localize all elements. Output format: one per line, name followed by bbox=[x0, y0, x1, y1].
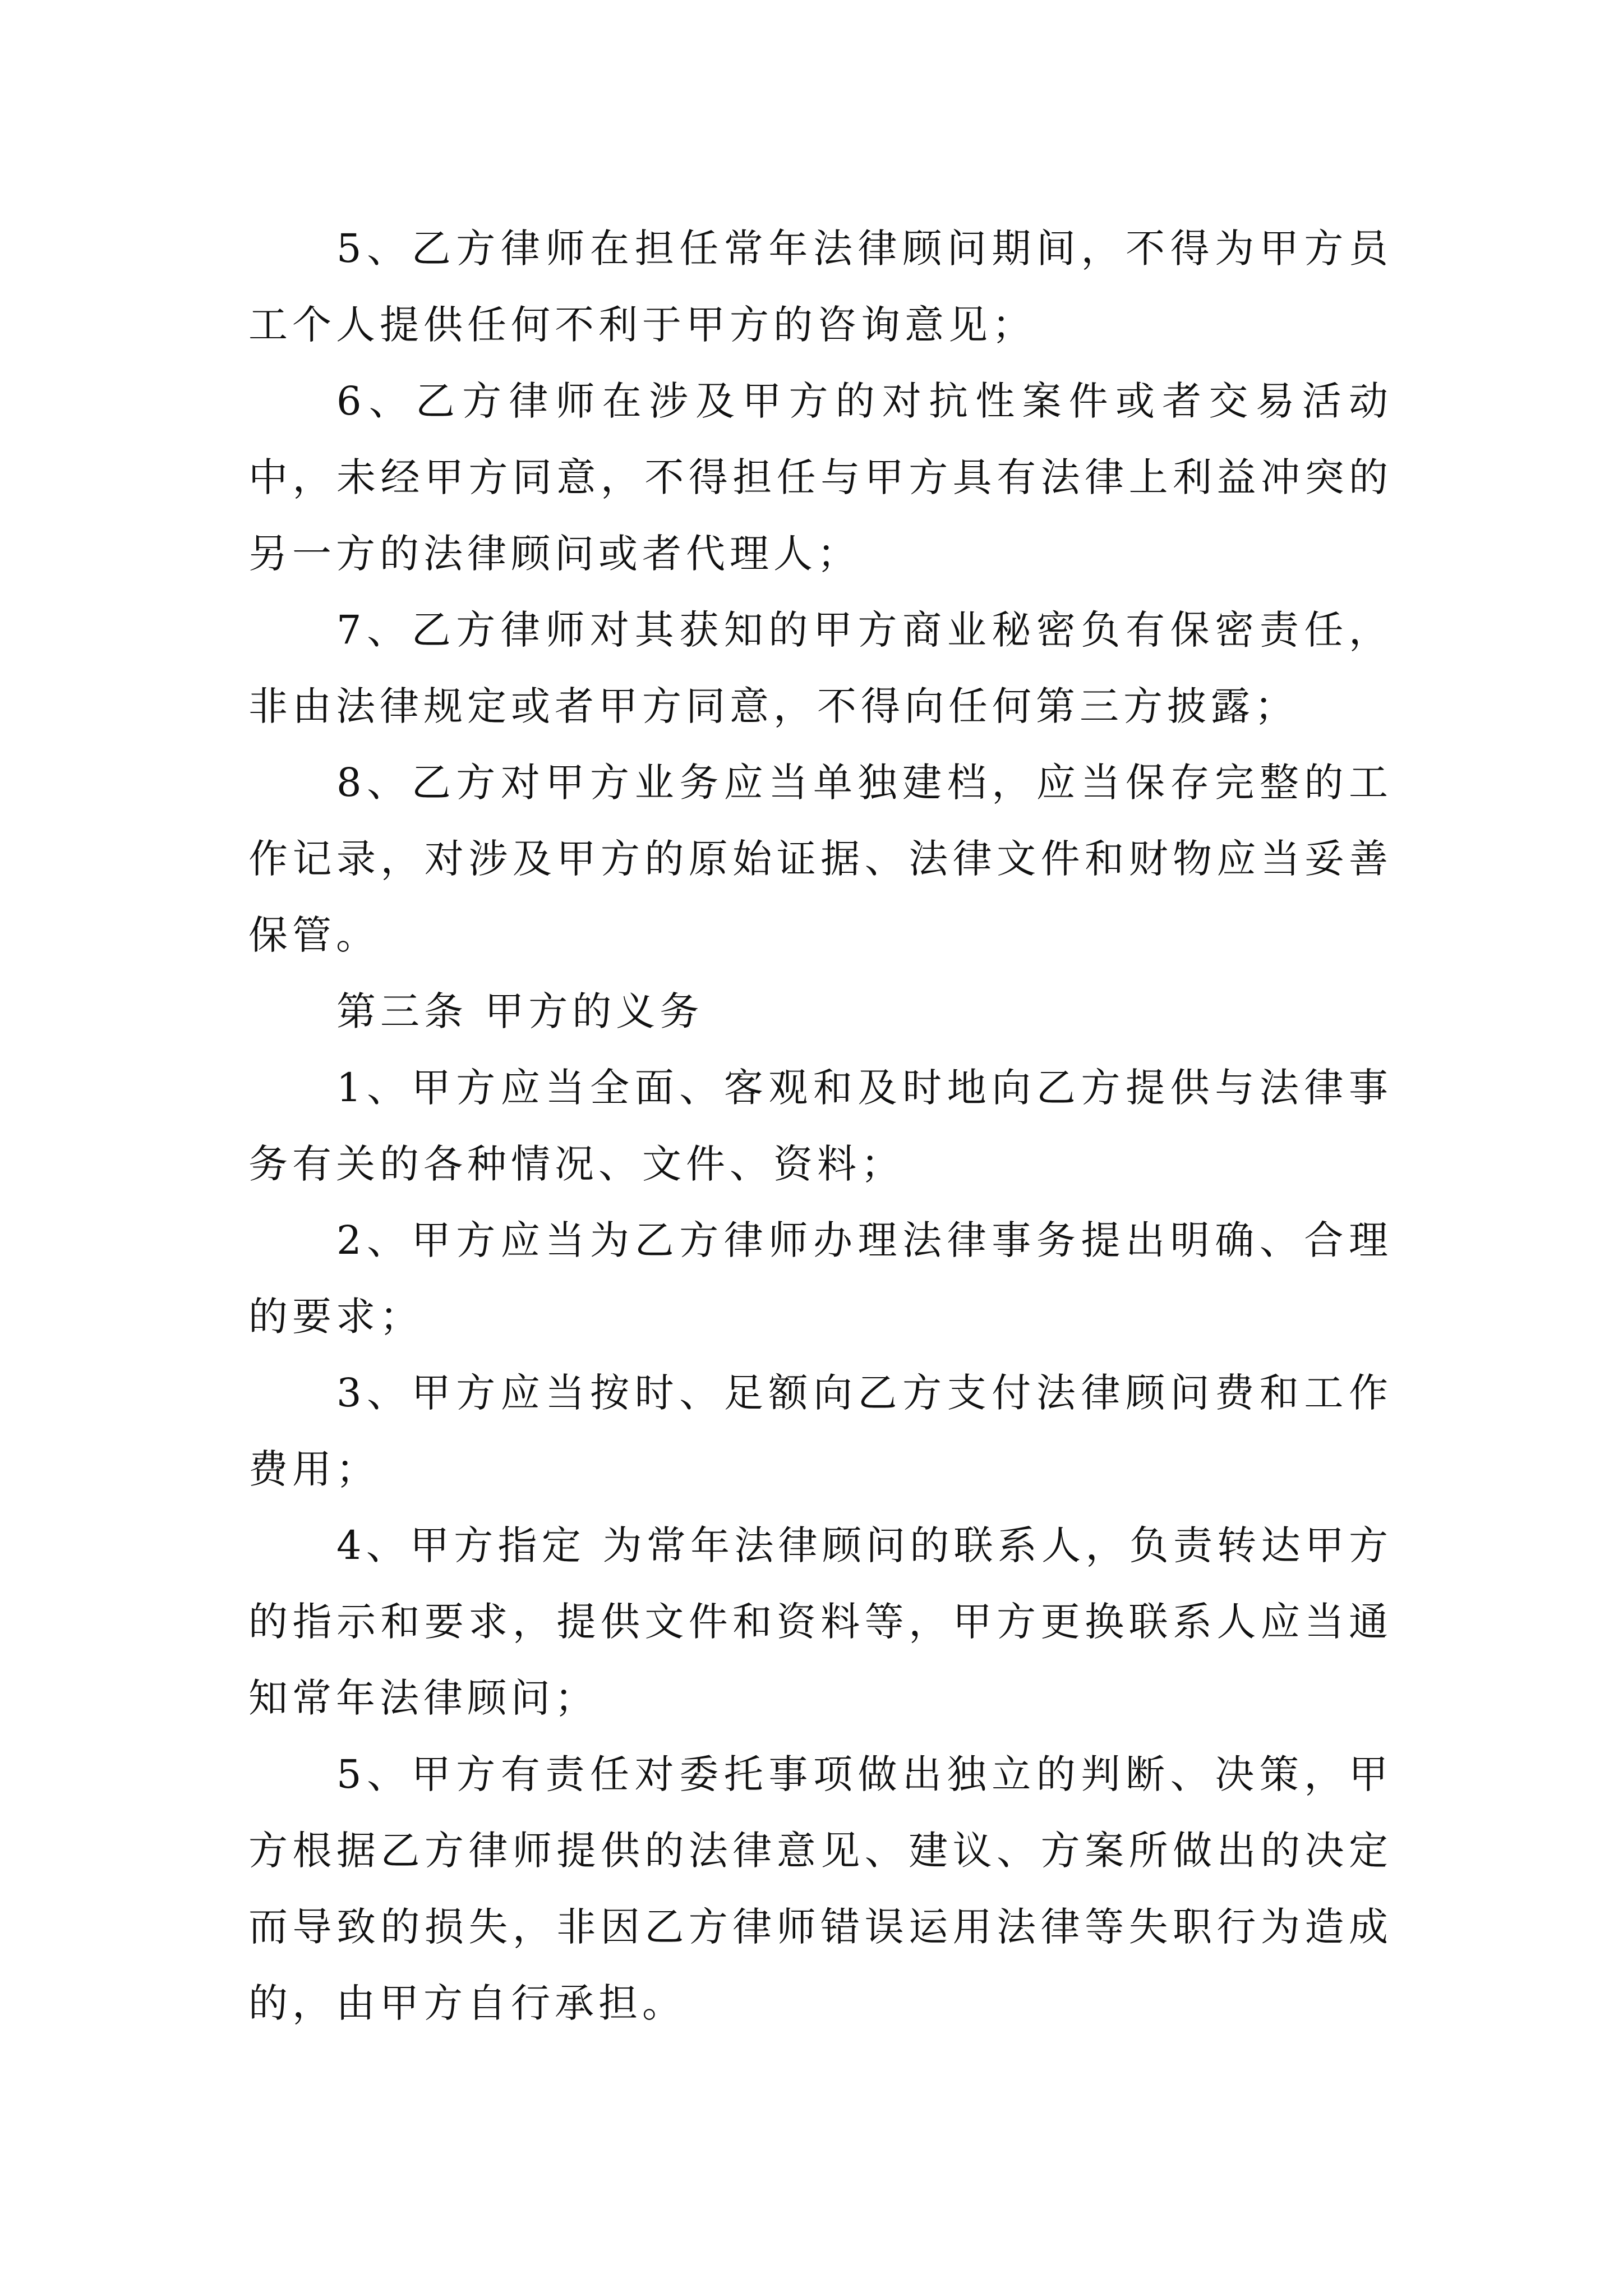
obligation-paragraph: 4、甲方指定 为常年法律顾问的联系人，负责转达甲方的指示和要求，提供文件和资料等，甲方更换联系人应当通知常年法律顾问； bbox=[248, 1522, 1393, 1721]
clause-paragraph: 5、乙方律师在担任常年法律顾问期间，不得为甲方员工个人提供任何不利于甲方的咨询意见； bbox=[248, 226, 1393, 348]
clause-paragraph: 7、乙方律师对其获知的甲方商业秘密负有保密责任，非由法律规定或者甲方同意，不得向任何第三方披露； bbox=[248, 607, 1393, 729]
obligation-paragraph: 2、甲方应当为乙方律师办理法律事务提出明确、合理的要求； bbox=[248, 1217, 1393, 1340]
section-heading: 第三条 甲方的义务 bbox=[336, 988, 704, 1034]
obligation-paragraph: 1、甲方应当全面、客观和及时地向乙方提供与法律事务有关的各种情况、文件、资料； bbox=[248, 1065, 1393, 1187]
document-body bbox=[248, 210, 1393, 2041]
obligation-paragraph: 5、甲方有责任对委托事项做出独立的判断、决策，甲方根据乙方律师提供的法律意见、建议、方案所做出的决定而导致的损失，非因乙方律师错误运用法律等失职行为造成的，由甲方自行承担。 bbox=[248, 1751, 1393, 2026]
clause-paragraph: 6、乙方律师在涉及甲方的对抗性案件或者交易活动中，未经甲方同意，不得担任与甲方具有法律上利益冲突的另一方的法律顾问或者代理人； bbox=[248, 378, 1393, 577]
clause-paragraph: 8、乙方对甲方业务应当单独建档，应当保存完整的工作记录，对涉及甲方的原始证据、法律文件和财物应当妥善保管。 bbox=[248, 760, 1393, 958]
obligation-paragraph: 3、甲方应当按时、足额向乙方支付法律顾问费和工作费用； bbox=[248, 1370, 1393, 1492]
